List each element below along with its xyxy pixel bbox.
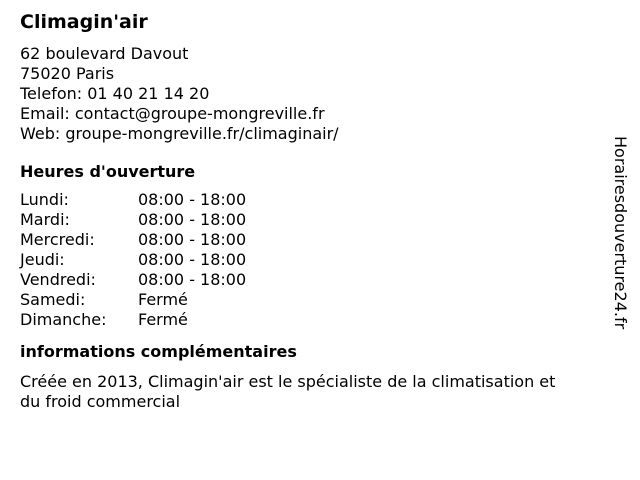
hours-time: 08:00 - 18:00 (138, 190, 247, 209)
hours-day: Vendredi: (20, 270, 96, 289)
hours-row-sunday (20, 310, 580, 330)
hours-heading: Heures d'ouverture (20, 162, 196, 181)
web-line: Web: groupe-mongreville.fr/climaginair/ (20, 124, 339, 143)
hours-day: Lundi: (20, 190, 69, 209)
hours-row-tuesday (20, 210, 580, 230)
hours-time: Fermé (138, 310, 188, 329)
hours-time: 08:00 - 18:00 (138, 230, 247, 249)
address-street: 62 boulevard Davout (20, 44, 189, 63)
hours-row-wednesday (20, 230, 580, 250)
hours-time: Fermé (138, 290, 188, 309)
hours-time: 08:00 - 18:00 (138, 250, 247, 269)
hours-day: Mardi: (20, 210, 70, 229)
business-name: Climagin'air (20, 11, 148, 33)
info-heading: informations complémentaires (20, 342, 297, 361)
business-description: Créée en 2013, Climagin'air est le spécialiste de la climatisation et du froid commercial (20, 372, 556, 411)
phone-line: Telefon: 01 40 21 14 20 (20, 84, 210, 103)
business-card (20, 10, 580, 412)
hours-day: Samedi: (20, 290, 86, 309)
hours-row-saturday (20, 290, 580, 310)
hours-day: Jeudi: (20, 250, 65, 269)
hours-time: 08:00 - 18:00 (138, 270, 247, 289)
site-watermark: Horairesdouverture24.fr (611, 136, 630, 330)
email-line: Email: contact@groupe-mongreville.fr (20, 104, 325, 123)
address-city: 75020 Paris (20, 64, 115, 83)
hours-day: Dimanche: (20, 310, 107, 329)
hours-day: Mercredi: (20, 230, 95, 249)
hours-row-friday (20, 270, 580, 290)
hours-table (20, 190, 580, 330)
hours-row-thursday (20, 250, 580, 270)
hours-row-monday (20, 190, 580, 210)
hours-time: 08:00 - 18:00 (138, 210, 247, 229)
